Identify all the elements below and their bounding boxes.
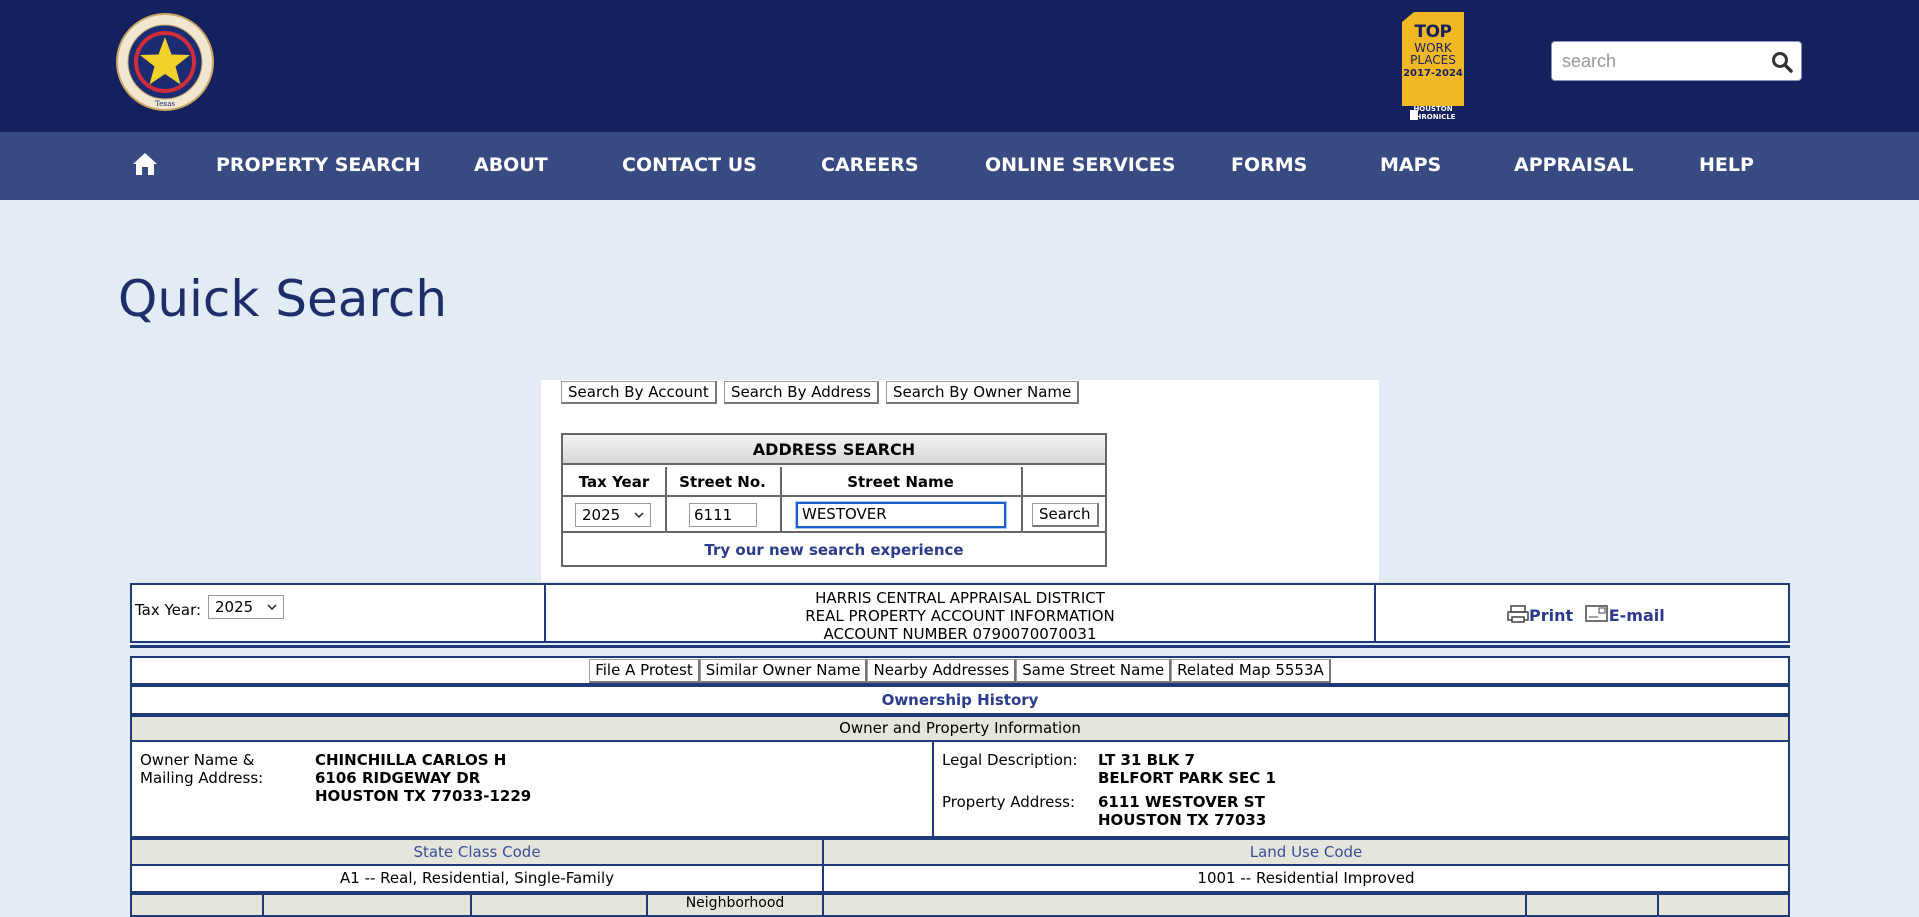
hcad-seal-logo[interactable] bbox=[116, 13, 214, 111]
tax-year-select[interactable]: 2025 bbox=[575, 503, 651, 527]
email-icon[interactable] bbox=[1585, 605, 1609, 623]
street-name-input[interactable]: WESTOVER bbox=[796, 502, 1006, 528]
next-table-header-cell bbox=[262, 893, 472, 917]
search-panel bbox=[541, 380, 1379, 582]
land-use-code-value: 1001 -- Residential Improved bbox=[822, 866, 1790, 893]
header-street-no: Street No. bbox=[665, 467, 780, 497]
legal-description-line-1: LT 31 BLK 7 bbox=[1098, 751, 1195, 769]
mailing-address-label: Mailing Address: bbox=[140, 769, 264, 787]
owner-property-section-title: Owner and Property Information bbox=[130, 715, 1790, 742]
chevron-down-icon bbox=[634, 511, 644, 519]
badge-sponsor: HOUSTON CHRONICLE bbox=[1410, 105, 1456, 121]
street-no-input[interactable]: 6111 bbox=[689, 503, 757, 527]
ownership-history-link[interactable]: Ownership History bbox=[130, 685, 1790, 715]
chevron-down-icon bbox=[267, 603, 277, 611]
separator bbox=[130, 645, 1790, 648]
site-search bbox=[1551, 41, 1802, 81]
legal-description-label: Legal Description: bbox=[942, 751, 1078, 769]
similar-owner-name-button[interactable]: Similar Owner Name bbox=[700, 659, 868, 683]
account-tax-year-select[interactable]: 2025 bbox=[208, 595, 284, 619]
search-icon[interactable] bbox=[1771, 51, 1793, 73]
nav-careers[interactable]: CAREERS bbox=[821, 154, 919, 176]
print-email-links bbox=[1507, 605, 1665, 625]
tax-year-label: Tax Year: bbox=[135, 601, 202, 619]
divider bbox=[932, 742, 934, 836]
nav-contact-us[interactable]: CONTACT US bbox=[622, 154, 757, 176]
search-by-account-button[interactable]: Search By Account bbox=[561, 381, 717, 404]
next-table-header-cell bbox=[1657, 893, 1790, 917]
main-nav bbox=[0, 132, 1919, 200]
nav-online-services[interactable]: ONLINE SERVICES bbox=[985, 154, 1176, 176]
next-table-header-cell bbox=[470, 893, 648, 917]
svg-text:Texas: Texas bbox=[155, 100, 175, 108]
home-icon[interactable] bbox=[132, 152, 158, 176]
search-by-address-button[interactable]: Search By Address bbox=[724, 381, 879, 404]
file-protest-button[interactable]: File A Protest bbox=[589, 659, 700, 683]
account-info-label: REAL PROPERTY ACCOUNT INFORMATION bbox=[805, 607, 1115, 625]
legal-description-line-2: BELFORT PARK SEC 1 bbox=[1098, 769, 1276, 787]
mailing-address-line-1: 6106 RIDGEWAY DR bbox=[315, 769, 481, 787]
mailing-address-line-2: HOUSTON TX 77033-1229 bbox=[315, 787, 532, 805]
property-address-line-2: HOUSTON TX 77033 bbox=[1098, 811, 1267, 829]
site-header bbox=[0, 0, 1919, 132]
header-blank bbox=[1021, 467, 1105, 497]
nav-help[interactable]: HELP bbox=[1699, 154, 1754, 176]
next-table-header-cell bbox=[1525, 893, 1659, 917]
print-link[interactable]: Print bbox=[1529, 606, 1574, 625]
state-class-code-header: State Class Code bbox=[130, 838, 824, 866]
owner-property-section bbox=[130, 742, 1790, 838]
nav-forms[interactable]: FORMS bbox=[1231, 154, 1308, 176]
nav-about[interactable]: ABOUT bbox=[474, 154, 548, 176]
site-search-input[interactable] bbox=[1560, 49, 1765, 73]
printer-icon[interactable] bbox=[1507, 605, 1529, 623]
account-actions bbox=[130, 656, 1790, 685]
account-info-header bbox=[130, 583, 1790, 643]
account-title bbox=[546, 589, 1374, 643]
nearby-addresses-button[interactable]: Nearby Addresses bbox=[867, 659, 1016, 683]
page-title: Quick Search bbox=[118, 270, 448, 328]
next-table-header-cell bbox=[822, 893, 1527, 917]
address-search-table bbox=[561, 433, 1107, 567]
neighborhood-header: Neighborhood bbox=[646, 893, 824, 917]
state-class-code-value: A1 -- Real, Residential, Single-Family bbox=[130, 866, 824, 893]
nav-appraisal[interactable]: APPRAISAL bbox=[1514, 154, 1634, 176]
next-table-header-cell bbox=[130, 893, 264, 917]
email-link[interactable]: E-mail bbox=[1608, 606, 1665, 625]
land-use-code-header: Land Use Code bbox=[822, 838, 1790, 866]
owner-label: Owner Name & bbox=[140, 751, 255, 769]
address-search-button[interactable]: Search bbox=[1032, 503, 1099, 527]
district-name: HARRIS CENTRAL APPRAISAL DISTRICT bbox=[815, 589, 1105, 607]
property-address-label: Property Address: bbox=[942, 793, 1076, 811]
new-search-experience-link[interactable]: Try our new search experience bbox=[704, 541, 964, 559]
header-tax-year: Tax Year bbox=[563, 467, 665, 497]
nav-property-search[interactable]: PROPERTY SEARCH bbox=[216, 154, 421, 176]
search-by-owner-name-button[interactable]: Search By Owner Name bbox=[886, 381, 1079, 404]
nav-maps[interactable]: MAPS bbox=[1380, 154, 1442, 176]
header-street-name: Street Name bbox=[780, 467, 1021, 497]
related-map-button[interactable]: Related Map 5553A bbox=[1171, 659, 1331, 683]
badge-text: TOP WORK PLACES 2017-2024 bbox=[1403, 22, 1463, 80]
tax-year-cell bbox=[132, 585, 546, 641]
property-address-line-1: 6111 WESTOVER ST bbox=[1098, 793, 1265, 811]
account-number: ACCOUNT NUMBER 0790070070031 bbox=[823, 625, 1097, 643]
owner-name: CHINCHILLA CARLOS H bbox=[315, 751, 507, 769]
same-street-name-button[interactable]: Same Street Name bbox=[1016, 659, 1171, 683]
address-search-title: ADDRESS SEARCH bbox=[563, 435, 1105, 465]
